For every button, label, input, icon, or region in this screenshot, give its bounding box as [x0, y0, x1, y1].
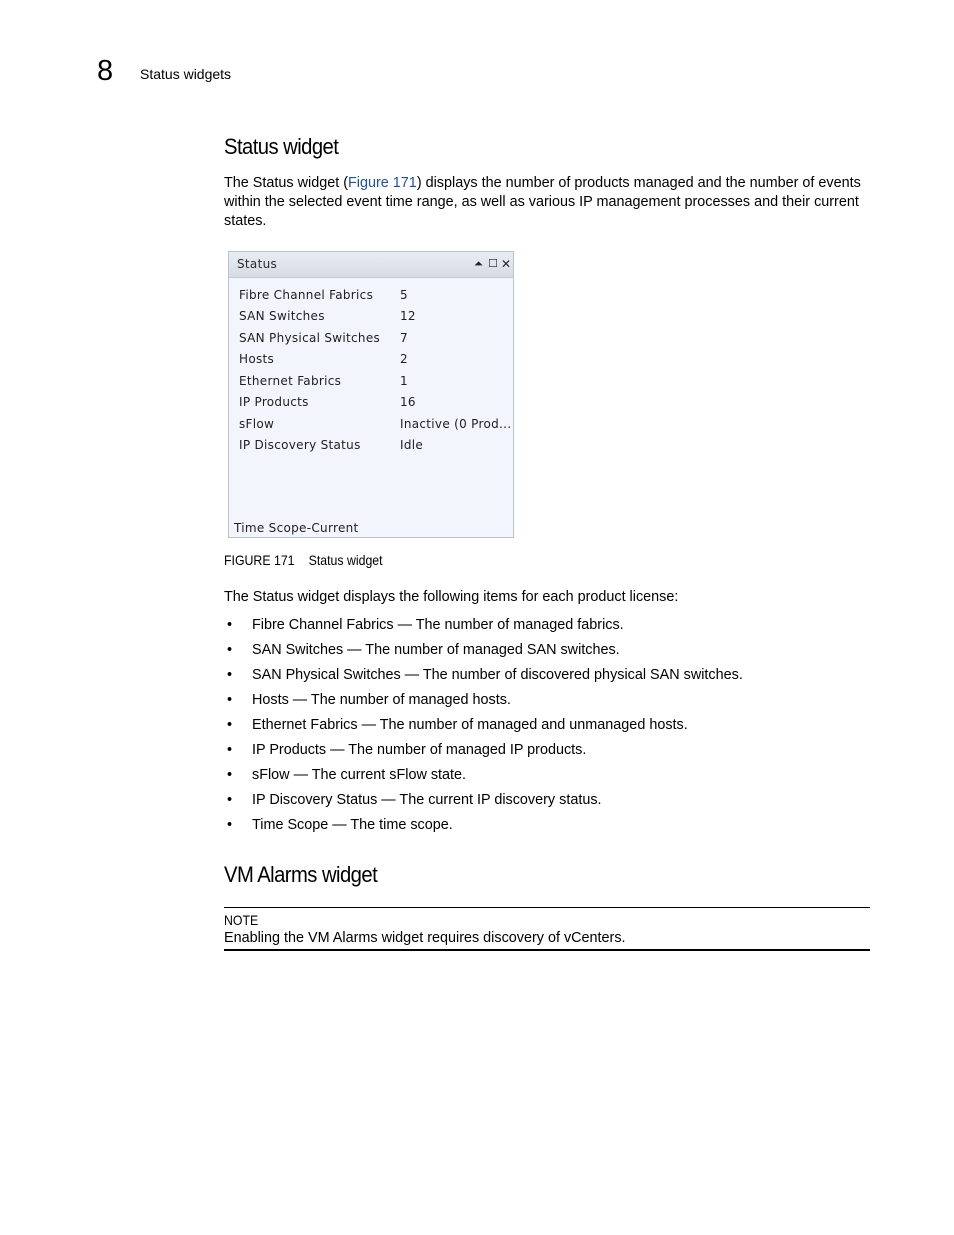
- figure-171-link[interactable]: Figure 171: [348, 175, 417, 191]
- list-item: [224, 716, 743, 741]
- figure-label: FIGURE 171: [224, 552, 295, 568]
- bullet-icon: •: [227, 617, 233, 633]
- section-heading-vm-alarms-widget: VM Alarms widget: [224, 862, 378, 887]
- list-item-text: IP Products — The number of managed IP products.: [252, 742, 587, 758]
- running-header-title: Status widgets: [140, 66, 232, 82]
- list-item-text: Time Scope — The time scope.: [252, 817, 453, 833]
- figure-caption: [224, 551, 383, 569]
- widget-row-value: 2: [400, 352, 408, 366]
- list-intro-start: The: [224, 589, 253, 605]
- widget-row-label: SAN Switches: [239, 309, 325, 323]
- list-item-text: Ethernet Fabrics — The number of managed and unmanaged hosts.: [252, 717, 688, 733]
- widget-row-value: Inactive (0 Prod...: [400, 417, 512, 431]
- note-label: NOTE: [224, 912, 259, 928]
- list-item-text: Fibre Channel Fabrics — The number of managed fabrics.: [252, 617, 624, 633]
- bullet-icon: •: [227, 817, 233, 833]
- note-text: [224, 929, 626, 948]
- list-item: [224, 691, 743, 716]
- bullet-icon: •: [227, 642, 233, 658]
- list-item: [224, 816, 743, 841]
- bullet-list: [224, 616, 743, 841]
- maximize-icon[interactable]: ☐: [488, 257, 498, 270]
- bullet-icon: •: [227, 792, 233, 808]
- intro-text-end: ) displays the number of products managed and the number of events within the selected event time range, as well as various IP management processes and their current states.: [224, 175, 861, 229]
- list-item: [224, 791, 743, 816]
- list-item: [224, 641, 743, 666]
- list-item: [224, 766, 743, 791]
- intro-text-mid: widget (: [293, 175, 348, 191]
- widget-title: Status: [237, 257, 278, 271]
- collapse-icon[interactable]: ⏶: [474, 257, 483, 270]
- bullet-icon: •: [227, 717, 233, 733]
- status-term: Status: [252, 175, 294, 191]
- note-text-end: widget requires discovery of vCenters.: [377, 930, 626, 946]
- section-heading-status-widget: Status widget: [224, 134, 339, 159]
- widget-row-label: Fibre Channel Fabrics: [239, 288, 374, 302]
- intro-text-start: The: [224, 175, 253, 191]
- widget-titlebar: [229, 252, 513, 278]
- chapter-number: 8: [97, 55, 114, 87]
- figure-title: Status widget: [308, 552, 383, 568]
- widget-row-value: 12: [400, 309, 416, 323]
- widget-row-label: Hosts: [239, 352, 275, 366]
- list-item-text: SAN Physical Switches — The number of discovered physical SAN switches.: [252, 667, 743, 683]
- widget-row-value: 5: [400, 288, 408, 302]
- bullet-icon: •: [227, 742, 233, 758]
- widget-row-label: SAN Physical Switches: [239, 331, 381, 345]
- list-item: [224, 616, 743, 641]
- widget-row-label: IP Discovery Status: [239, 438, 361, 452]
- list-item: [224, 741, 743, 766]
- status-widget-panel: [228, 251, 514, 538]
- list-item-text: Hosts — The number of managed hosts.: [252, 692, 511, 708]
- intro-paragraph: [224, 174, 874, 230]
- close-icon[interactable]: ✕: [501, 257, 512, 271]
- list-item-text: SAN Switches — The number of managed SAN switches.: [252, 642, 620, 658]
- widget-row-label: sFlow: [239, 417, 275, 431]
- widget-row-value: 7: [400, 331, 408, 345]
- widget-row-value: 16: [400, 395, 416, 409]
- bullet-icon: •: [227, 692, 233, 708]
- list-item-text: IP Discovery Status — The current IP discovery status.: [252, 792, 602, 808]
- list-intro-paragraph: [224, 588, 874, 607]
- bullet-icon: •: [227, 767, 233, 783]
- widget-row-label: Ethernet Fabrics: [239, 374, 342, 388]
- widget-row-value: 1: [400, 374, 408, 388]
- widget-footer-time-scope: Time Scope-Current: [234, 521, 359, 535]
- status-term: Status: [252, 589, 294, 605]
- list-item-text: sFlow — The current sFlow state.: [252, 767, 467, 783]
- widget-row-label: IP Products: [239, 395, 309, 409]
- note-box: [224, 907, 870, 951]
- widget-row-value: Idle: [400, 438, 424, 452]
- vm-alarms-term: VM Alarms: [308, 930, 378, 946]
- note-text-start: Enabling the: [224, 930, 309, 946]
- list-intro-end: widget displays the following items for each product license:: [293, 589, 679, 605]
- list-item: [224, 666, 743, 691]
- bullet-icon: •: [227, 667, 233, 683]
